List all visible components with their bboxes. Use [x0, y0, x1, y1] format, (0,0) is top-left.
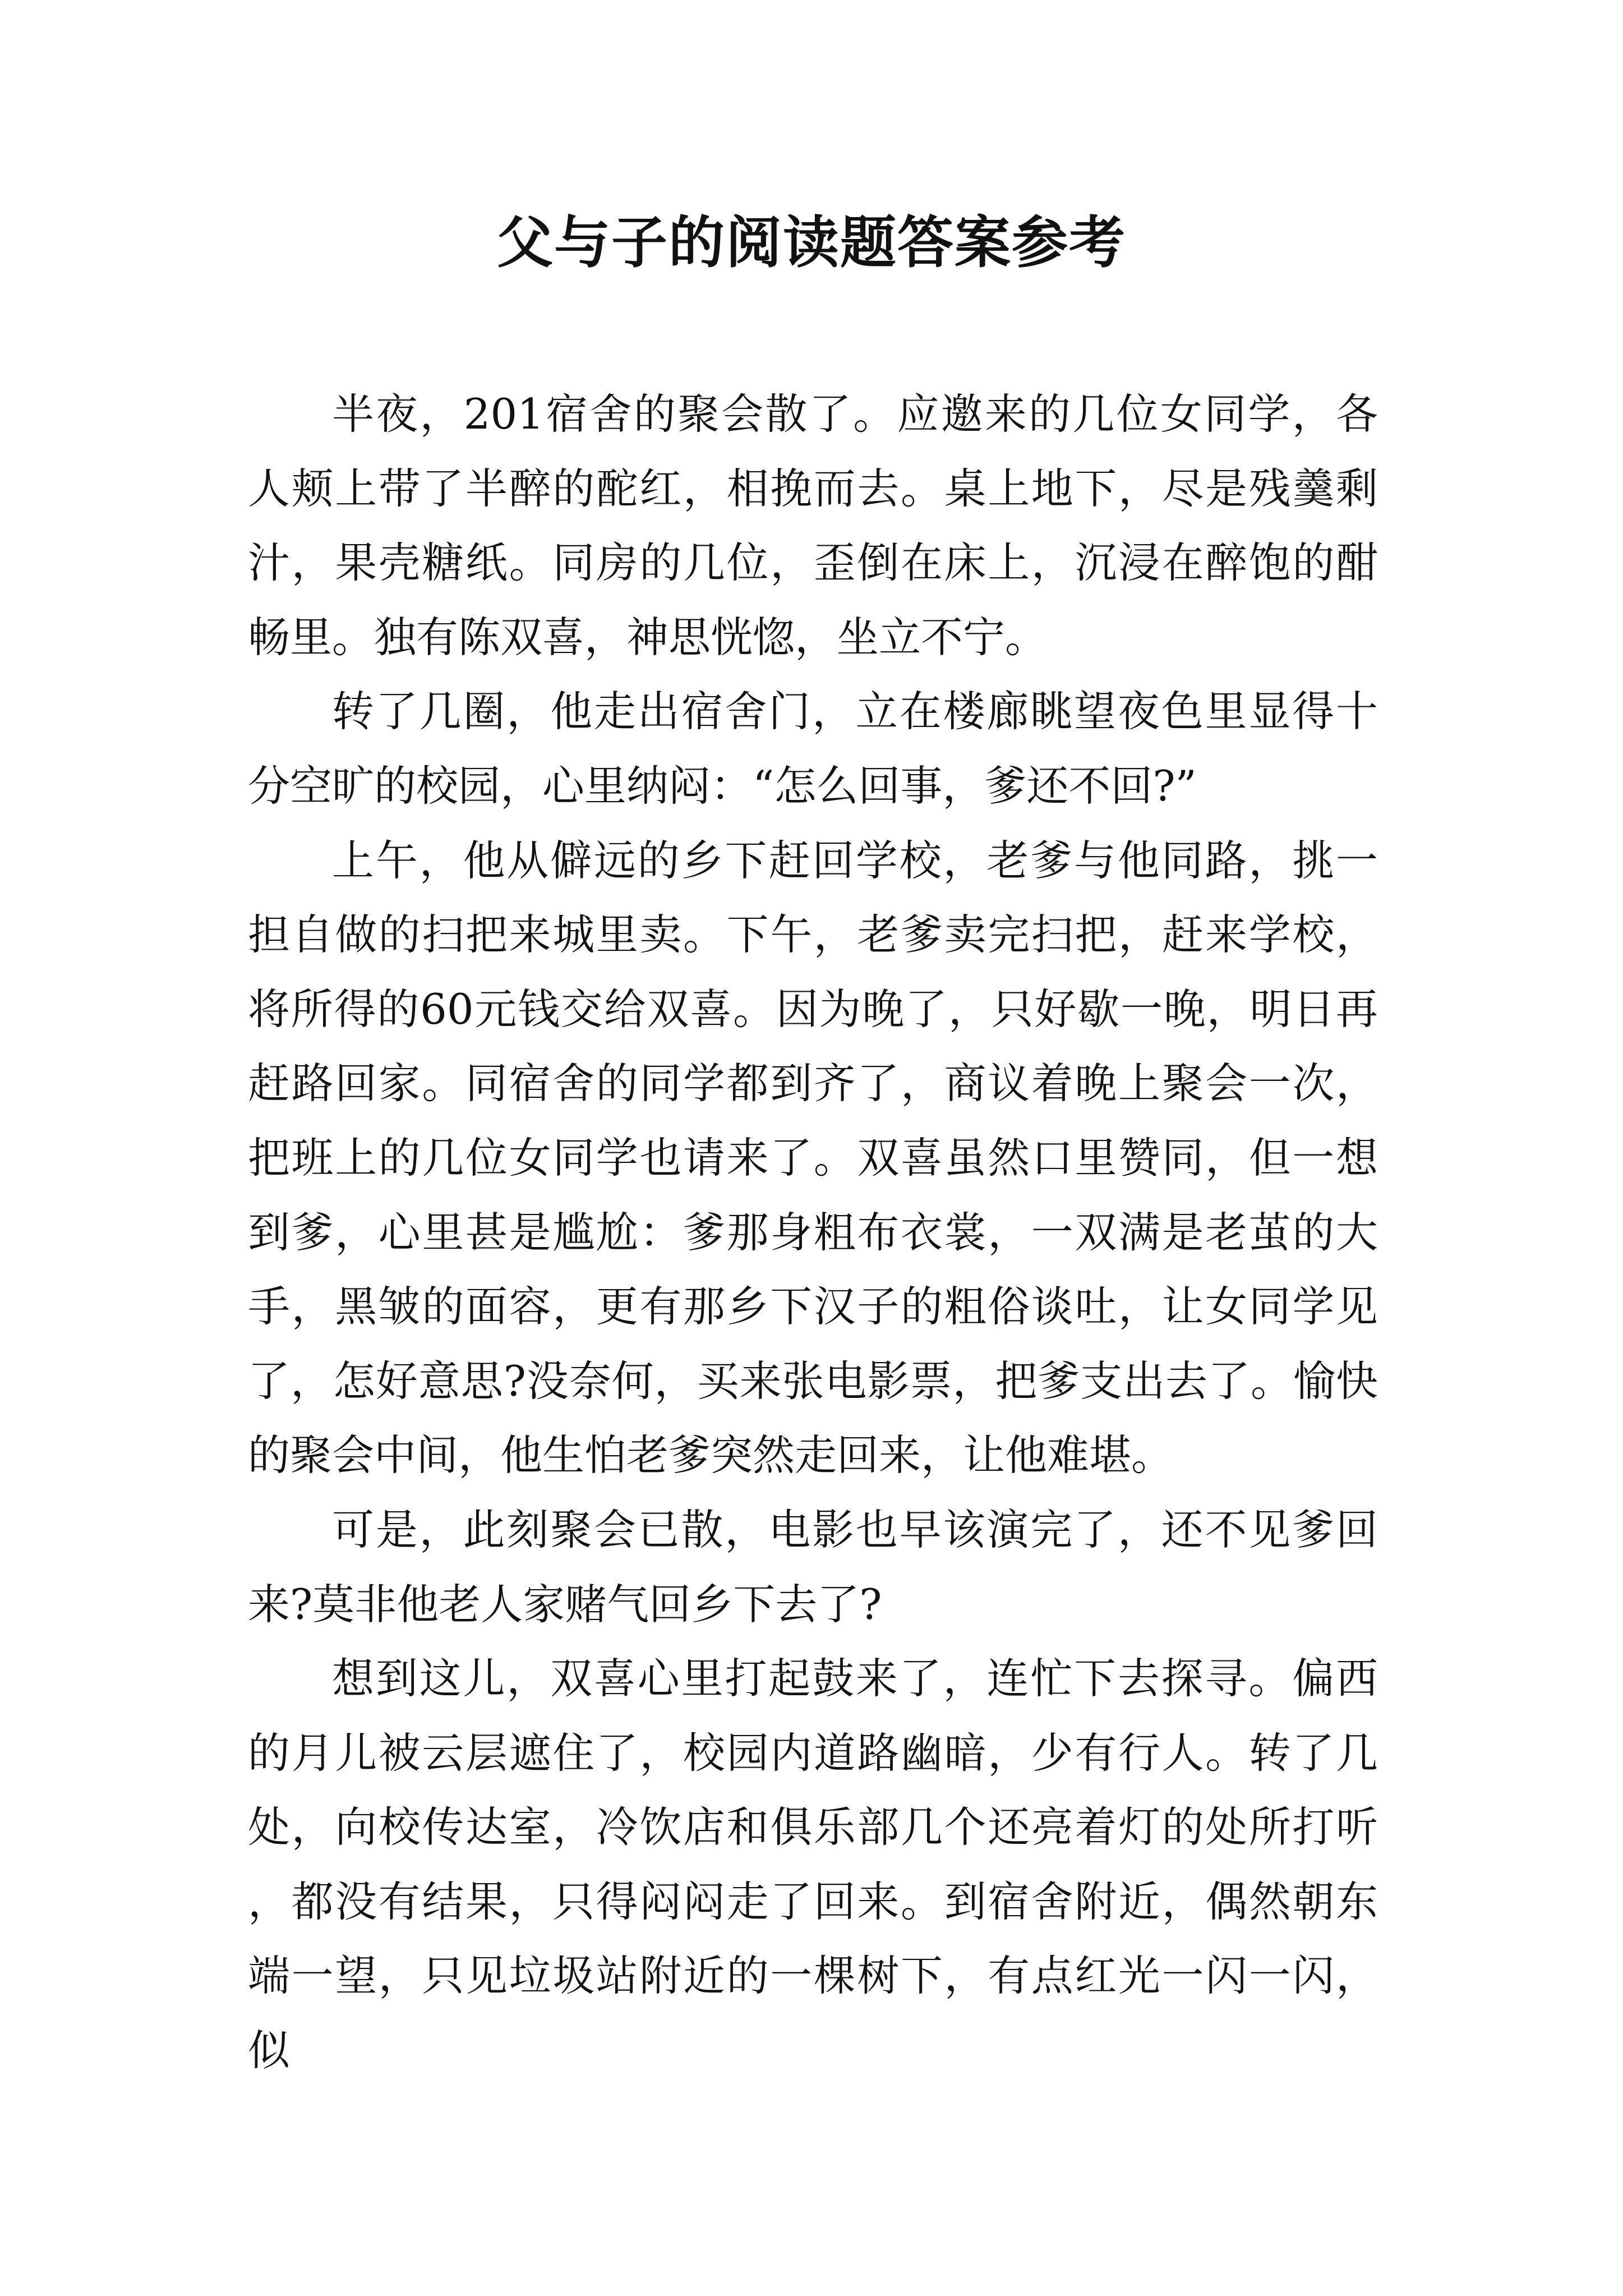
paragraph-2: 转了几圈，他走出宿舍门，立在楼廊眺望夜色里显得十分空旷的校园，心里纳闷：“怎么回事，爹还不回?” — [248, 687, 1378, 811]
document-title: 父与子的阅读题答案参考 — [497, 209, 1126, 275]
paragraph-3: 上午，他从僻远的乡下赶回学校，老爹与他同路，挑一担自做的扫把来城里卖。下午，老爹卖完扫把，赶来学校，将所得的60元钱交给双喜。因为晚了，只好歇一晚，明日再赶路回家。同宿舍的同学都到齐了，商议着晚上聚会一次，把班上的几位女同学也请来了。双喜虽然口里赞同，但一想到爹，心里甚是尴尬：爹那身粗布衣裳，一双满是老茧的大手，黑皱的面容，更有那乡下汉子的粗俗谈吐，让女同学见了，怎好意思?没奈何，买来张电影票，把爹支出去了。愉快的聚会中间，他生怕老爹突然走回来，让他难堪。 — [248, 835, 1378, 1480]
paragraph-5: 想到这儿，双喜心里打起鼓来了，连忙下去探寻。偏西的月儿被云层遮住了，校园内道路幽暗，少有行人。转了几处，向校传达室，冷饮店和俱乐部几个还亮着灯的处所打听，都没有结果，只得闷闷走了回来。到宿舍附近，偶然朝东端一望，只见垃圾站附近的一棵树下，有点红光一闪一闪，似 — [248, 1654, 1378, 2076]
paragraph-1: 半夜，201宿舍的聚会散了。应邀来的几位女同学，各人颊上带了半醉的酡红，相挽而去。桌上地下，尽是残羹剩汁，果壳糖纸。同房的几位，歪倒在床上，沉浸在醉饱的酣畅里。独有陈双喜，神思恍惚，坐立不宁。 — [248, 389, 1378, 662]
document-body — [248, 377, 1378, 2088]
paragraph-4: 可是，此刻聚会已散，电影也早该演完了，还不见爹回来?莫非他老人家赌气回乡下去了? — [248, 1504, 1378, 1629]
